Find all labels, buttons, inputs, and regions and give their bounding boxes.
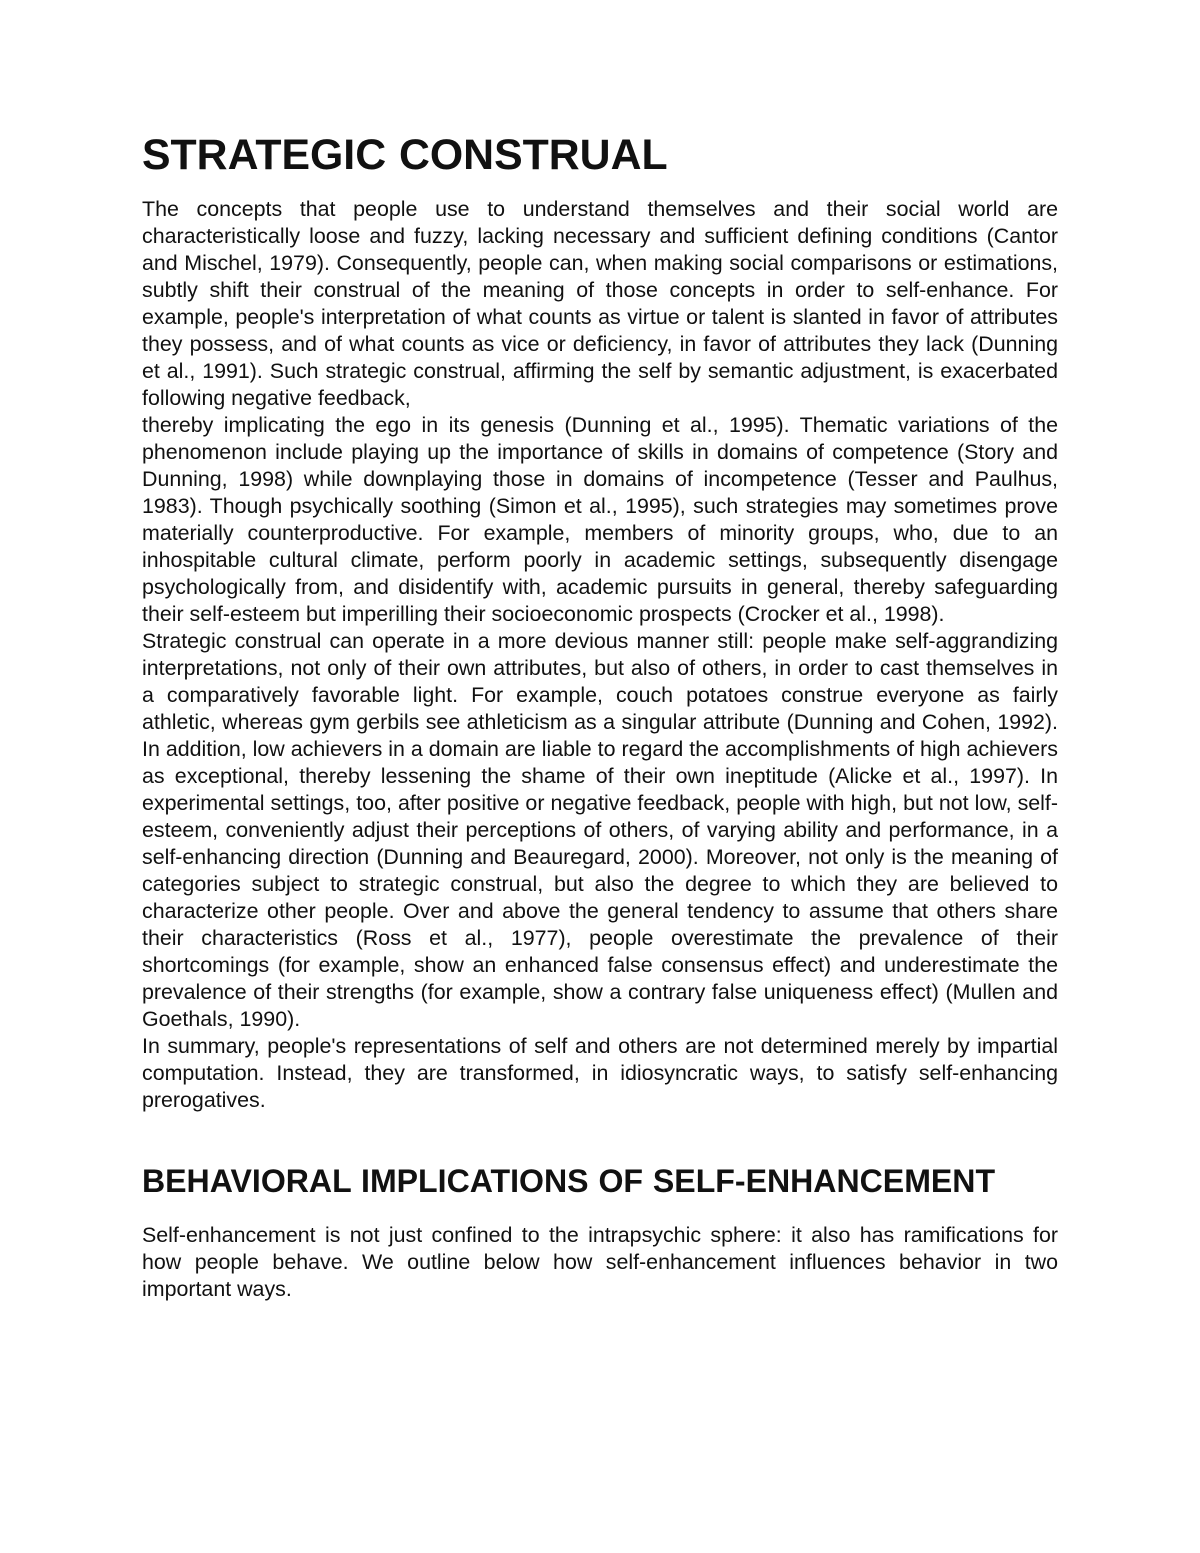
paragraph: The concepts that people use to understand themselves and their social world are characteristically loose and fuzzy, lacking necessary and sufficient defining conditions (Cantor and Mischel, 1979). Consequently, people can, when making social comparisons or estimations, subtly shift their construal of the meaning of those concepts in order to self-enhance. For example, people's interpretation of what counts as virtue or talent is slanted in favor of attributes they possess, and of what counts as vice or deficiency, in favor of attributes they lack (Dunning et al., 1991). Such strategic construal, affirming the self by semantic adjustment, is exacerbated following negative feedback, [142,197,1058,410]
paragraph: In summary, people's representations of self and others are not determined merely by impartial computation. Instead, they are transformed, in idiosyncratic ways, to satisfy self-enhancing prerogatives. [142,1034,1058,1112]
paragraph: Self-enhancement is not just confined to the intrapsychic sphere: it also has ramifications for how people behave. We outline below how self-enhancement influences behavior in two important ways. [142,1223,1058,1301]
document-page [142,131,1058,1303]
section-strategic-construal [142,131,1058,1114]
paragraph: thereby implicating the ego in its genesis (Dunning et al., 1995). Thematic variations of the phenomenon include playing up the importance of skills in domains of competence (Story and Dunning, 1998) while downplaying those in domains of incompetence (Tesser and Paulhus, 1983). Though psychically soothing (Simon et al., 1995), such strategies may sometimes prove materially counterproductive. For example, members of minority groups, who, due to an inhospitable cultural climate, perform poorly in academic settings, subsequently disengage psychologically from, and disidentify with, academic pursuits in general, thereby safeguarding their self-esteem but imperilling their socioeconomic prospects (Crocker et al., 1998). [142,413,1058,626]
section-heading: STRATEGIC CONSTRUAL [142,131,668,179]
paragraph: Strategic construal can operate in a more devious manner still: people make self-aggrandizing interpretations, not only of their own attributes, but also of others, in order to cast themselves in a comparatively favorable light. For example, couch potatoes construe everyone as fairly athletic, whereas gym gerbils see athleticism as a singular attribute (Dunning and Cohen, 1992). In addition, low achievers in a domain are liable to regard the accomplishments of high achievers as exceptional, thereby lessening the shame of their own ineptitude (Alicke et al., 1997). In experimental settings, too, after positive or negative feedback, people with high, but not low, self- esteem, conveniently adjust their perceptions of others, of varying ability and performance, in a self-enhancing direction (Dunning and Beauregard, 2000). Moreover, not only is the meaning of categories subject to strategic construal, but also the degree to which they are believed to characterize other people. Over and above the general tendency to assume that others share their characteristics (Ross et al., 1977), people overestimate the prevalence of their shortcomings (for example, show an enhanced false consensus effect) and underestimate the prevalence of their strengths (for example, show a contrary false uniqueness effect) (Mullen and Goethals, 1990). [142,629,1058,1031]
section-behavioral-implications [142,1163,1058,1303]
section-heading: BEHAVIORAL IMPLICATIONS OF SELF-ENHANCEMENT [142,1163,996,1199]
